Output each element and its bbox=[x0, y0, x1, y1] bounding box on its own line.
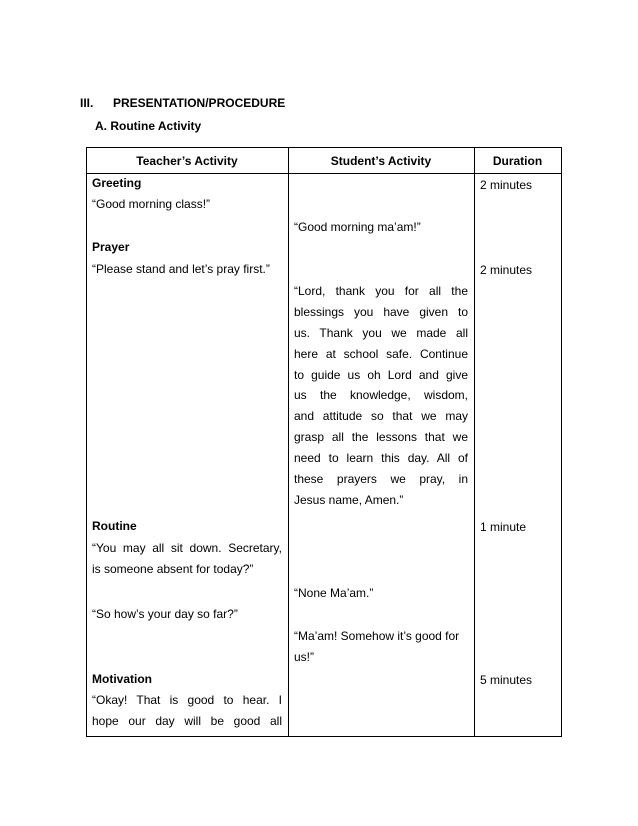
greeting-duration: 2 minutes bbox=[480, 178, 533, 192]
routine-duration: 1 minute bbox=[480, 520, 527, 534]
greeting-label: Greeting bbox=[92, 176, 142, 190]
prayer-student-text bbox=[294, 281, 468, 511]
routine-student-reply-2: “Ma’am! Somehow it’s good for bbox=[294, 629, 460, 643]
routine-teacher-line: is someone absent for today?” bbox=[92, 561, 254, 576]
prayer-line: to guide us oh Lord and give bbox=[294, 367, 468, 382]
routine-label: Routine bbox=[92, 519, 137, 533]
subsection-title: A. Routine Activity bbox=[95, 119, 202, 133]
table-bottom-border bbox=[86, 736, 562, 737]
prayer-line: blessings you have given to bbox=[294, 304, 468, 319]
motivation-duration: 5 minutes bbox=[480, 673, 533, 687]
prayer-line: here at school safe. Continue bbox=[294, 346, 468, 361]
motivation-line: hope our day will be good all bbox=[92, 713, 282, 728]
prayer-line: us. Thank you we made all bbox=[294, 325, 468, 340]
routine-teacher-question: “So how’s your day so far?” bbox=[92, 607, 238, 621]
table-col-divider-1 bbox=[288, 147, 289, 737]
motivation-label: Motivation bbox=[92, 672, 152, 686]
prayer-line: us the knowledge, wisdom, bbox=[294, 388, 468, 403]
prayer-label: Prayer bbox=[92, 240, 130, 254]
prayer-line: grasp all the lessons that we bbox=[294, 430, 468, 445]
header-teacher-activity: Teacher’s Activity bbox=[136, 154, 238, 168]
motivation-line: “Okay! That is good to hear. I bbox=[92, 693, 282, 707]
greeting-teacher-text: “Good morning class!” bbox=[92, 197, 211, 211]
table-header-border bbox=[86, 173, 562, 174]
section-number: III. bbox=[80, 96, 94, 110]
prayer-duration: 2 minutes bbox=[480, 263, 533, 277]
routine-student-reply-1: “None Ma’am.” bbox=[294, 586, 374, 600]
header-student-activity: Student’s Activity bbox=[330, 154, 432, 168]
prayer-teacher-text: “Please stand and let’s pray first.” bbox=[92, 262, 270, 276]
table-right-border bbox=[561, 147, 562, 737]
prayer-line: and attitude so that we may bbox=[294, 409, 468, 424]
routine-student-reply-2-cont: us!” bbox=[294, 650, 315, 664]
header-duration: Duration bbox=[492, 154, 543, 168]
table-top-border bbox=[86, 147, 562, 148]
prayer-line: Jesus name, Amen.” bbox=[294, 492, 404, 507]
prayer-line: these prayers we pray, in bbox=[294, 472, 468, 487]
table-left-border bbox=[86, 147, 87, 737]
section-title: PRESENTATION/PROCEDURE bbox=[113, 96, 286, 110]
greeting-student-text: “Good morning ma’am!” bbox=[294, 220, 421, 234]
routine-teacher-text bbox=[92, 538, 282, 580]
prayer-line: “Lord, thank you for all the bbox=[294, 284, 468, 298]
table-col-divider-2 bbox=[474, 147, 475, 737]
motivation-teacher-text bbox=[92, 690, 282, 732]
routine-teacher-line: “You may all sit down. Secretary, bbox=[92, 541, 282, 555]
prayer-line: need to learn this day. All of bbox=[294, 451, 468, 466]
